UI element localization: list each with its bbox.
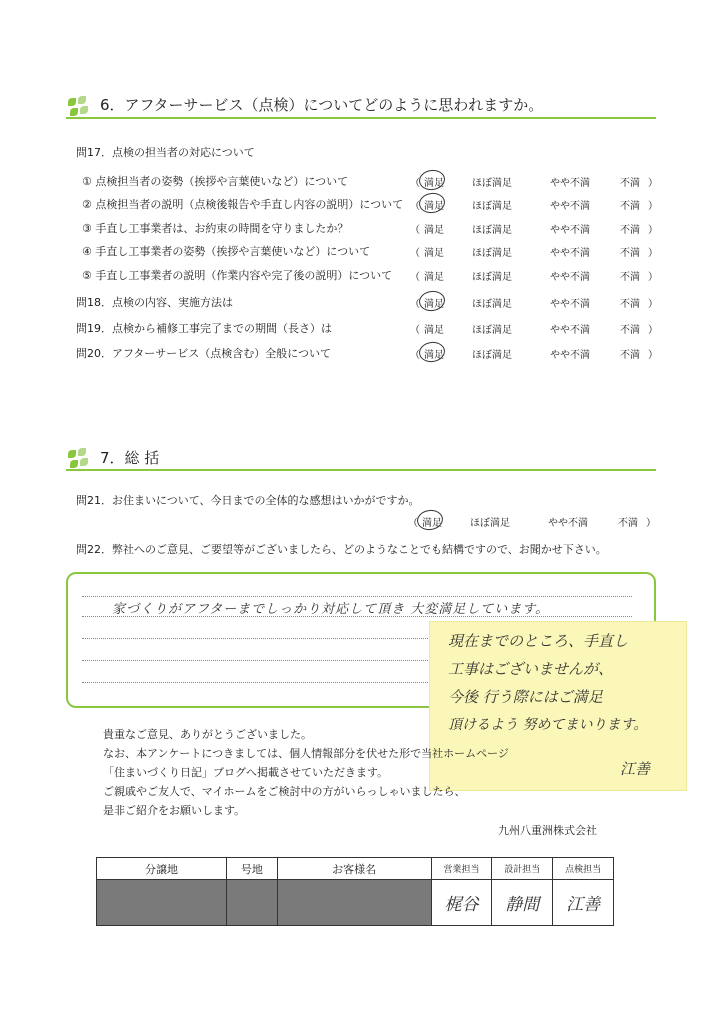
option-close: ） (648, 325, 658, 336)
option-close: ） (648, 248, 658, 259)
section7-title: 7．総 括 (100, 449, 160, 467)
closing-line: 貴重なご意見、ありがとうございました。 (103, 728, 312, 741)
q17-heading: 問17．点検の担当者の対応について (76, 146, 255, 159)
redacted-lot-number (227, 880, 278, 926)
survey-row-label: ③ 手直し工事業者は、お約束の時間を守りましたか？ (82, 222, 349, 235)
option-open: （ (410, 299, 420, 310)
header-design-staff: 設計担当 (492, 858, 553, 880)
redacted-customer-name (277, 880, 431, 926)
option-close: ） (648, 225, 658, 236)
option-d: 不満 (620, 201, 640, 212)
option-open: （ (410, 248, 420, 259)
option-b: ほぼ満足 (472, 178, 512, 189)
option-a: 満足 (424, 178, 444, 189)
option-c: やや不満 (550, 248, 590, 259)
option-open: （ (410, 350, 420, 361)
survey-row-label: ② 点検担当者の説明（点検後報告や手直し内容の説明）について (82, 198, 404, 211)
option-b: ほぼ満足 (472, 225, 512, 236)
option-a: 満足 (424, 201, 444, 212)
redacted-subdivision (97, 880, 227, 926)
q22-text: 問22．弊社へのご意見、ご要望等がございましたら、どのようなことでも結構ですので、お聞かせ下さい。 (76, 543, 607, 556)
option-c: やや不満 (550, 325, 590, 336)
option-c: やや不満 (550, 299, 590, 310)
reply-signature: 江善 (620, 760, 651, 778)
option-a: 満足 (424, 225, 444, 236)
option-a: 満足 (424, 248, 444, 259)
header-lot-number: 号地 (227, 858, 278, 880)
option-close: ） (648, 272, 658, 283)
q21-option-close: ） (646, 518, 656, 529)
section6-divider (66, 117, 656, 119)
option-b: ほぼ満足 (472, 201, 512, 212)
option-open: （ (410, 325, 420, 336)
header-inspection-staff: 点検担当 (553, 858, 614, 880)
customer-comment: 家づくりがアフターまでしっかり対応して頂き 大変満足しています。 (112, 602, 550, 617)
survey-row-label: 問18．点検の内容、実施方法は (76, 296, 233, 309)
closing-line: 是非ご紹介をお願いします。 (103, 804, 246, 817)
option-a: 満足 (424, 299, 444, 310)
option-b: ほぼ満足 (472, 272, 512, 283)
option-open: （ (410, 272, 420, 283)
option-open: （ (410, 178, 420, 189)
survey-row-label: ① 点検担当者の姿勢（挨拶や言葉使いなど）について (82, 175, 349, 188)
reply-line: 頂けるよう 努めてまいります。 (448, 717, 648, 733)
option-d: 不満 (620, 225, 640, 236)
inspection-signature: 江善 (553, 880, 614, 926)
option-c: やや不満 (550, 201, 590, 212)
survey-row-label: 問20．アフターサービス（点検含む）全般について (76, 347, 332, 360)
option-d: 不満 (620, 248, 640, 259)
option-b: ほぼ満足 (472, 248, 512, 259)
header-sales-staff: 営業担当 (431, 858, 492, 880)
header-subdivision: 分譲地 (97, 858, 227, 880)
option-c: やや不満 (550, 225, 590, 236)
closing-text (103, 725, 509, 820)
header-customer-name: お客様名 (277, 858, 431, 880)
option-c: やや不満 (550, 350, 590, 361)
q21-option-d: 不満 (618, 518, 638, 529)
closing-line: ご親戚やご友人で、マイホームをご検討中の方がいらっしゃいましたら、 (103, 785, 466, 798)
option-d: 不満 (620, 299, 640, 310)
option-b: ほぼ満足 (472, 325, 512, 336)
option-a: 満足 (424, 350, 444, 361)
q21-option-open: （ (408, 518, 418, 529)
option-a: 満足 (424, 272, 444, 283)
option-open: （ (410, 201, 420, 212)
option-d: 不満 (620, 178, 640, 189)
q21-option-c: やや不満 (548, 518, 588, 529)
q21-text: 問21．お住まいについて、今日までの全体的な感想はいかがですか。 (76, 494, 420, 507)
option-close: ） (648, 299, 658, 310)
option-close: ） (648, 350, 658, 361)
section6-title: 6．アフターサービス（点検）についてどのように思われますか。 (100, 96, 544, 114)
option-a: 満足 (424, 325, 444, 336)
reply-line: 今後 行う際にはご満足 (448, 688, 603, 706)
sales-signature: 梶谷 (431, 880, 492, 926)
q21-option-b: ほぼ満足 (470, 518, 510, 529)
option-d: 不満 (620, 350, 640, 361)
staff-table (96, 857, 614, 926)
survey-row-label: ⑤ 手直し工事業者の説明（作業内容や完了後の説明）について (82, 269, 393, 282)
option-b: ほぼ満足 (472, 299, 512, 310)
option-c: やや不満 (550, 178, 590, 189)
reply-line: 現在までのところ、手直し (448, 632, 629, 650)
company-name: 九州八重洲株式会社 (498, 824, 597, 837)
option-c: やや不満 (550, 272, 590, 283)
closing-line: なお、本アンケートにつきましては、個人情報部分を伏せた形で当社ホームページ (103, 747, 509, 760)
closing-line: 「住まいづくり日記」ブログへ掲載させていただきます。 (103, 766, 389, 779)
reply-line: 工事はございませんが、 (448, 660, 614, 678)
design-signature: 静間 (492, 880, 553, 926)
survey-row-label: ④ 手直し工事業者の姿勢（挨拶や言葉使いなど）について (82, 245, 371, 258)
option-b: ほぼ満足 (472, 350, 512, 361)
option-close: ） (648, 178, 658, 189)
survey-row-label: 問19．点検から補修工事完了までの期間（長さ）は (76, 322, 332, 335)
option-close: ） (648, 201, 658, 212)
option-open: （ (410, 225, 420, 236)
section7-divider (66, 469, 656, 471)
option-d: 不満 (620, 272, 640, 283)
option-d: 不満 (620, 325, 640, 336)
q21-option-a: 満足 (422, 518, 442, 529)
